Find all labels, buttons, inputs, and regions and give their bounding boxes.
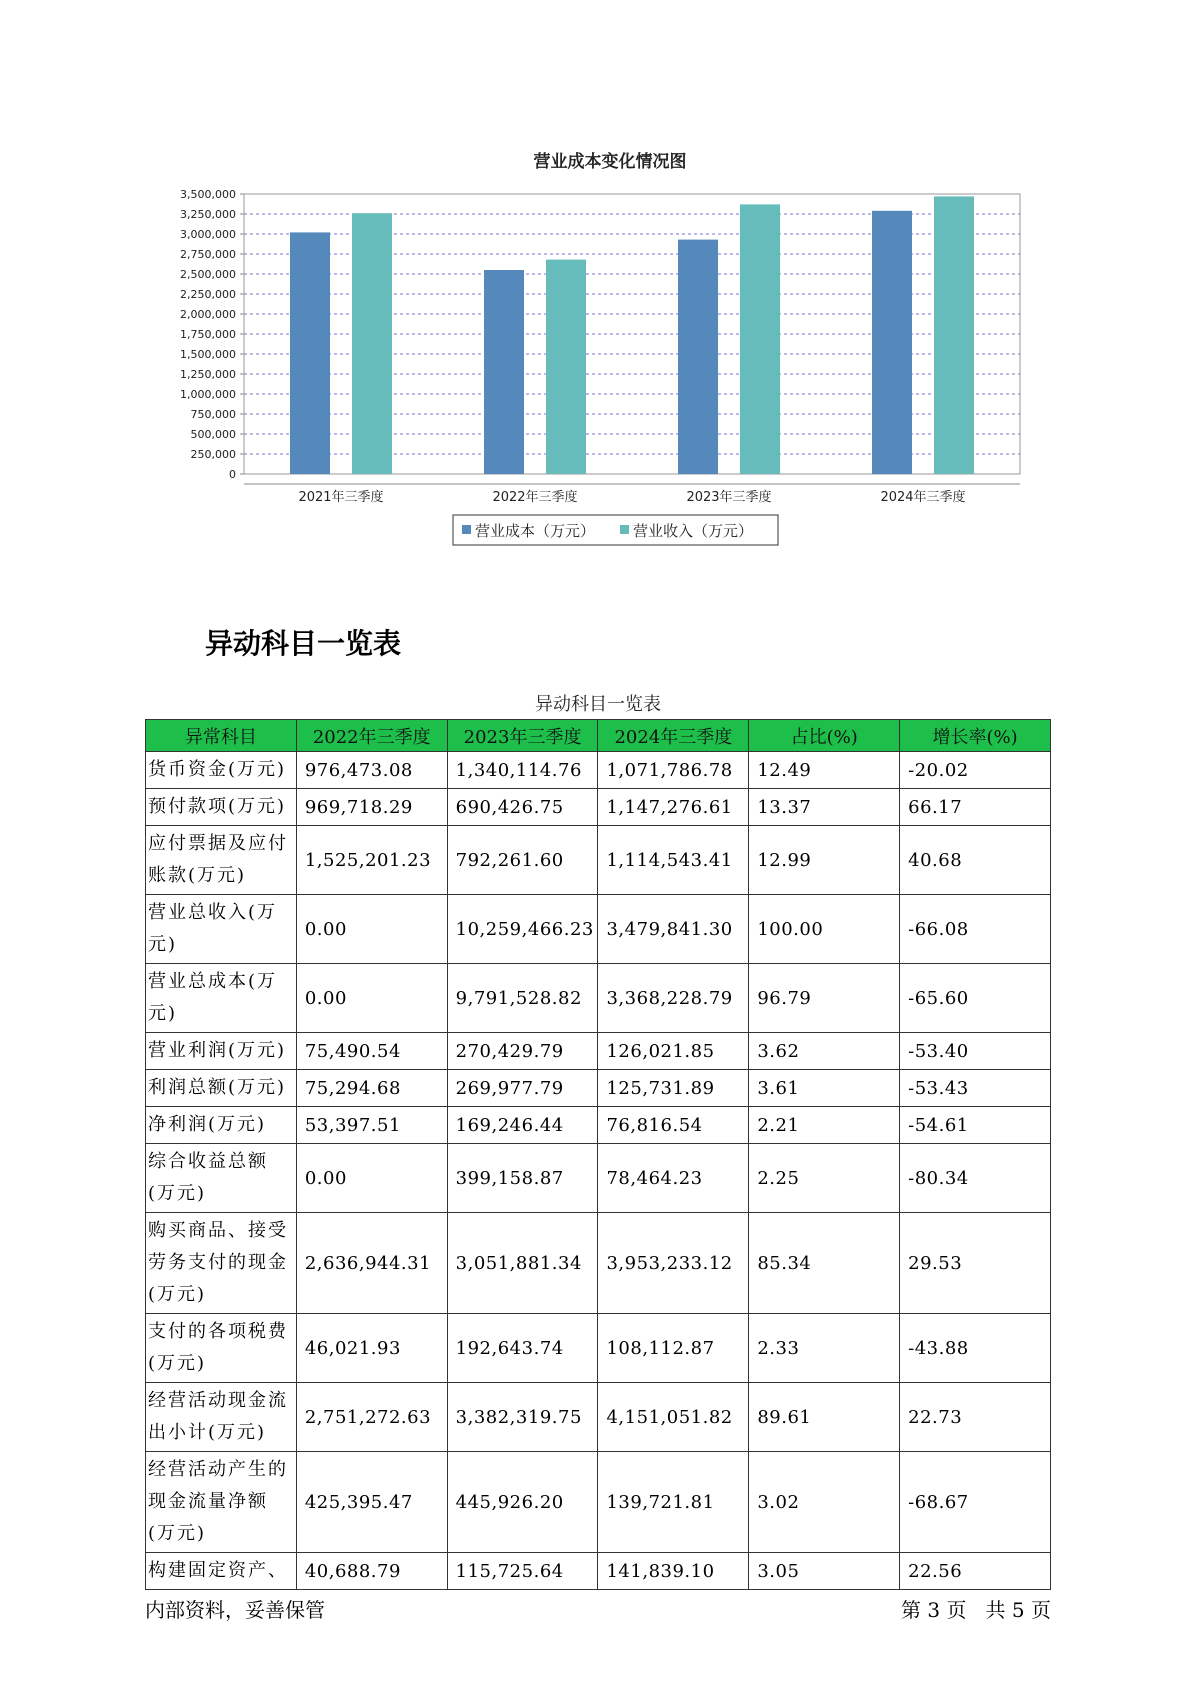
growth-cell: -53.43	[900, 1070, 1051, 1107]
legend-label-cost: 营业成本（万元）	[475, 522, 596, 540]
bar-cost	[484, 270, 524, 474]
value-2024-cell: 125,731.89	[598, 1070, 749, 1107]
ratio-cell: 3.61	[749, 1070, 900, 1107]
subject-cell: 营业利润(万元)	[146, 1033, 297, 1070]
y-tick-label: 3,250,000	[180, 208, 236, 221]
value-2022-cell: 46,021.93	[296, 1314, 447, 1383]
value-2023-cell: 192,643.74	[447, 1314, 598, 1383]
growth-cell: 29.53	[900, 1213, 1051, 1314]
table-row	[146, 964, 1051, 1033]
value-2023-cell: 3,051,881.34	[447, 1213, 598, 1314]
growth-cell: 22.73	[900, 1383, 1051, 1452]
table-body	[146, 752, 1051, 1590]
y-tick-label: 500,000	[190, 428, 236, 441]
value-2023-cell: 115,725.64	[447, 1553, 598, 1590]
ratio-cell: 3.05	[749, 1553, 900, 1590]
footer-confidential-note: 内部资料，妥善保管	[145, 1598, 325, 1622]
x-tick-label: 2024年三季度	[880, 490, 966, 505]
subject-cell: 支付的各项税费(万元)	[146, 1314, 297, 1383]
table-row	[146, 752, 1051, 789]
value-2022-cell: 75,490.54	[296, 1033, 447, 1070]
ratio-cell: 2.25	[749, 1144, 900, 1213]
value-2023-cell: 399,158.87	[447, 1144, 598, 1213]
ratio-cell: 13.37	[749, 789, 900, 826]
subject-cell: 预付款项(万元)	[146, 789, 297, 826]
y-tick-label: 1,250,000	[180, 368, 236, 381]
table-header-row	[146, 720, 1051, 752]
value-2022-cell: 425,395.47	[296, 1452, 447, 1553]
value-2022-cell: 2,751,272.63	[296, 1383, 447, 1452]
growth-cell: -54.61	[900, 1107, 1051, 1144]
table-row	[146, 1553, 1051, 1590]
value-2023-cell: 690,426.75	[447, 789, 598, 826]
table-row	[146, 1383, 1051, 1452]
bar-revenue	[352, 213, 392, 474]
growth-cell: -53.40	[900, 1033, 1051, 1070]
ratio-cell: 89.61	[749, 1383, 900, 1452]
legend-swatch-cost	[462, 525, 471, 534]
table-row	[146, 1452, 1051, 1553]
value-2022-cell: 0.00	[296, 1144, 447, 1213]
bar-revenue	[740, 204, 780, 474]
x-axis-ticks	[298, 489, 965, 505]
value-2024-cell: 139,721.81	[598, 1452, 749, 1553]
table-row	[146, 1213, 1051, 1314]
subject-cell: 综合收益总额(万元)	[146, 1144, 297, 1213]
legend-label-revenue: 营业收入（万元）	[633, 522, 754, 540]
value-2023-cell: 1,340,114.76	[447, 752, 598, 789]
y-axis-ticks	[180, 188, 244, 481]
value-2024-cell: 1,147,276.61	[598, 789, 749, 826]
subject-cell: 购买商品、接受劳务支付的现金(万元)	[146, 1213, 297, 1314]
value-2024-cell: 108,112.87	[598, 1314, 749, 1383]
value-2022-cell: 75,294.68	[296, 1070, 447, 1107]
y-tick-label: 1,000,000	[180, 388, 236, 401]
chart-title: 营业成本变化情况图	[533, 152, 687, 172]
header-2024: 2024年三季度	[598, 720, 749, 752]
x-tick-label: 2023年三季度	[686, 490, 772, 505]
bar-cost	[678, 240, 718, 474]
value-2022-cell: 0.00	[296, 964, 447, 1033]
y-tick-label: 2,250,000	[180, 288, 236, 301]
ratio-cell: 3.02	[749, 1452, 900, 1553]
value-2024-cell: 3,368,228.79	[598, 964, 749, 1033]
value-2024-cell: 3,953,233.12	[598, 1213, 749, 1314]
legend-swatch-revenue	[620, 525, 629, 534]
ratio-cell: 100.00	[749, 895, 900, 964]
growth-cell: -65.60	[900, 964, 1051, 1033]
value-2023-cell: 792,261.60	[447, 826, 598, 895]
section-title: 异动科目一览表	[205, 627, 402, 660]
bar-revenue	[546, 260, 586, 474]
growth-cell: 66.17	[900, 789, 1051, 826]
value-2024-cell: 3,479,841.30	[598, 895, 749, 964]
table-row	[146, 1144, 1051, 1213]
y-tick-label: 1,750,000	[180, 328, 236, 341]
subject-cell: 净利润(万元)	[146, 1107, 297, 1144]
growth-cell: -68.67	[900, 1452, 1051, 1553]
bar-cost	[872, 211, 912, 474]
value-2022-cell: 976,473.08	[296, 752, 447, 789]
table-row	[146, 1033, 1051, 1070]
value-2023-cell: 270,429.79	[447, 1033, 598, 1070]
value-2023-cell: 10,259,466.23	[447, 895, 598, 964]
subject-cell: 营业总成本(万元)	[146, 964, 297, 1033]
cost-change-bar-chart	[150, 140, 1050, 610]
header-ratio: 占比(%)	[749, 720, 900, 752]
table-row	[146, 789, 1051, 826]
growth-cell: 40.68	[900, 826, 1051, 895]
ratio-cell: 85.34	[749, 1213, 900, 1314]
header-growth: 增长率(%)	[900, 720, 1051, 752]
subject-cell: 利润总额(万元)	[146, 1070, 297, 1107]
chart-legend	[453, 515, 778, 545]
value-2023-cell: 9,791,528.82	[447, 964, 598, 1033]
ratio-cell: 2.21	[749, 1107, 900, 1144]
x-tick-label: 2022年三季度	[492, 490, 578, 505]
y-tick-label: 2,000,000	[180, 308, 236, 321]
footer-page-number: 第 3 页 共 5 页	[901, 1598, 1051, 1622]
growth-cell: -66.08	[900, 895, 1051, 964]
value-2022-cell: 0.00	[296, 895, 447, 964]
y-tick-label: 0	[229, 468, 236, 481]
value-2024-cell: 1,114,543.41	[598, 826, 749, 895]
table-row	[146, 1070, 1051, 1107]
value-2022-cell: 2,636,944.31	[296, 1213, 447, 1314]
value-2024-cell: 126,021.85	[598, 1033, 749, 1070]
table-row	[146, 1107, 1051, 1144]
table-caption: 异动科目一览表	[535, 694, 661, 715]
value-2022-cell: 53,397.51	[296, 1107, 447, 1144]
y-tick-label: 750,000	[190, 408, 236, 421]
subject-cell: 货币资金(万元)	[146, 752, 297, 789]
chart-bars	[290, 196, 974, 474]
subject-cell: 构建固定资产、	[146, 1553, 297, 1590]
subject-cell: 经营活动产生的现金流量净额(万元)	[146, 1452, 297, 1553]
ratio-cell: 2.33	[749, 1314, 900, 1383]
value-2022-cell: 969,718.29	[296, 789, 447, 826]
growth-cell: -20.02	[900, 752, 1051, 789]
value-2023-cell: 169,246.44	[447, 1107, 598, 1144]
header-2022: 2022年三季度	[296, 720, 447, 752]
anomaly-subject-table	[145, 719, 1051, 1590]
growth-cell: -43.88	[900, 1314, 1051, 1383]
value-2023-cell: 3,382,319.75	[447, 1383, 598, 1452]
y-tick-label: 3,000,000	[180, 228, 236, 241]
y-tick-label: 2,500,000	[180, 268, 236, 281]
x-tick-label: 2021年三季度	[298, 490, 384, 505]
value-2024-cell: 141,839.10	[598, 1553, 749, 1590]
growth-cell: 22.56	[900, 1553, 1051, 1590]
table-row	[146, 1314, 1051, 1383]
value-2024-cell: 76,816.54	[598, 1107, 749, 1144]
ratio-cell: 12.49	[749, 752, 900, 789]
value-2024-cell: 4,151,051.82	[598, 1383, 749, 1452]
value-2022-cell: 40,688.79	[296, 1553, 447, 1590]
header-2023: 2023年三季度	[447, 720, 598, 752]
y-tick-label: 3,500,000	[180, 188, 236, 201]
value-2024-cell: 1,071,786.78	[598, 752, 749, 789]
y-tick-label: 250,000	[190, 448, 236, 461]
table-row	[146, 895, 1051, 964]
bar-revenue	[934, 196, 974, 474]
header-subject: 异常科目	[146, 720, 297, 752]
subject-cell: 营业总收入(万元)	[146, 895, 297, 964]
y-tick-label: 2,750,000	[180, 248, 236, 261]
value-2023-cell: 445,926.20	[447, 1452, 598, 1553]
subject-cell: 经营活动现金流出小计(万元)	[146, 1383, 297, 1452]
ratio-cell: 3.62	[749, 1033, 900, 1070]
bar-cost	[290, 232, 330, 474]
table-row	[146, 826, 1051, 895]
y-tick-label: 1,500,000	[180, 348, 236, 361]
value-2023-cell: 269,977.79	[447, 1070, 598, 1107]
ratio-cell: 96.79	[749, 964, 900, 1033]
ratio-cell: 12.99	[749, 826, 900, 895]
growth-cell: -80.34	[900, 1144, 1051, 1213]
value-2022-cell: 1,525,201.23	[296, 826, 447, 895]
subject-cell: 应付票据及应付账款(万元)	[146, 826, 297, 895]
value-2024-cell: 78,464.23	[598, 1144, 749, 1213]
